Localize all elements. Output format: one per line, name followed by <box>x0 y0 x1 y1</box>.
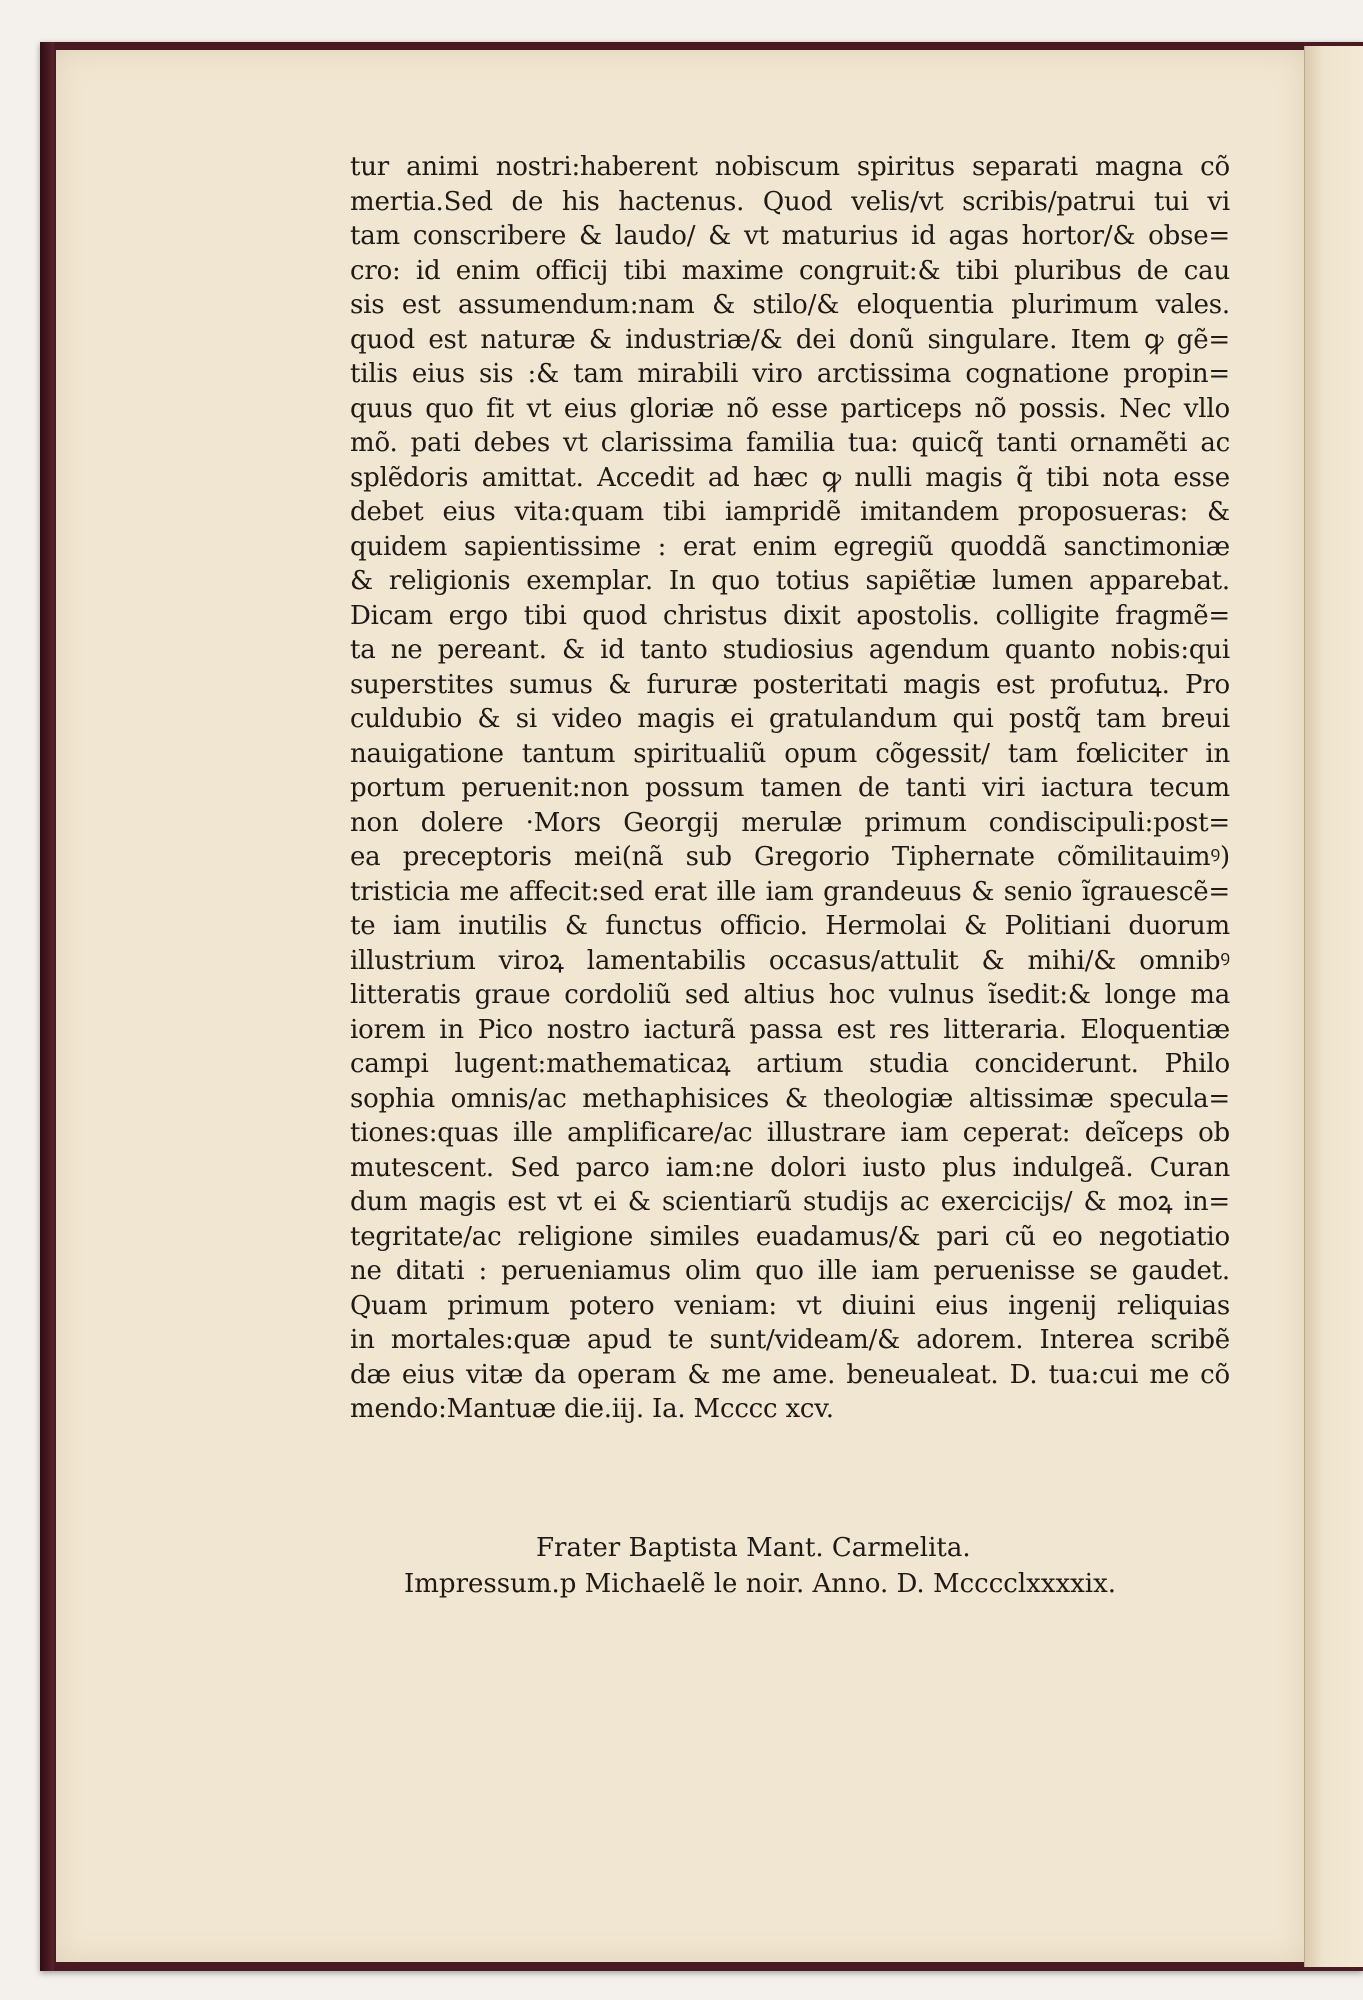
text-line: ta ne pereant. & id tanto studiosius agendum quanto nobis:qui <box>350 635 1230 665</box>
book-board-edge <box>40 42 54 1971</box>
text-line: mutescent. Sed parco iam:ne dolori iusto plus indulgeã. Curan <box>350 1152 1230 1183</box>
text-line: dæ eius vitæ da operam & me ame. beneualeat. D. tua:cui me cõ <box>350 1359 1230 1390</box>
text-line: quidem sapientissime : erat enim egregiũ quoddã sanctimoniæ <box>350 531 1230 562</box>
text-line: tiones:quas ille amplificare/ac illustrare iam ceperat: deĩceps ob <box>350 1118 1230 1148</box>
text-line: portum peruenit:non possum tamen de tanti viri iactura tecum <box>350 773 1230 803</box>
text-line: Dicam ergo tibi quod christus dixit apostolis. colligite fragmẽ= <box>350 600 1230 631</box>
text-line: culdubio & si video magis ei gratulandum qui postq̃ tam breui <box>350 704 1230 734</box>
text-line: mertia.Sed de his hactenus. Quod velis/vt scribis/patrui tui vi <box>350 186 1230 217</box>
text-line: dum magis est vt ei & scientiarũ studijs ac exercicijs/ & moꝝ in= <box>350 1187 1230 1217</box>
text-line: campi lugent:mathematicaꝝ artium studia conciderunt. Philo <box>350 1049 1230 1079</box>
text-line: quus quo fit vt eius gloriæ nõ esse particeps nõ possis. Nec vllo <box>350 393 1230 424</box>
text-line: quod est naturæ & industriæ/& dei donũ singulare. Item ꝙ gẽ= <box>350 324 1230 355</box>
text-line: sophia omnis/ac methaphisices & theologiæ altissimæ specula= <box>350 1083 1230 1114</box>
text-line: non dolere ·Mors Georgij merulæ primum condiscipuli:post= <box>350 807 1230 838</box>
text-line: debet eius vita:quam tibi iampridẽ imitandem proposueras: & <box>350 497 1230 527</box>
text-line: litteratis graue cordoliũ sed altius hoc vulnus ĩsedit:& longe ma <box>350 980 1230 1010</box>
text-line-last: mendo:Mantuæ die.iij. Ia. Mcccc xcv. <box>350 1394 834 1424</box>
text-line: tilis eius sis :& tam mirabili viro arctissima cognatione propin= <box>350 359 1230 389</box>
text-line: ea preceptoris mei(nã sub Gregorio Tiphernate cõmilitauimꝰ) <box>350 842 1230 872</box>
text-line: iorem in Pico nostro iacturã passa est res litteraria. Eloquentiæ <box>350 1014 1230 1045</box>
text-line: sis est assumendum:nam & stilo/& eloquentia plurimum vales. <box>350 290 1230 320</box>
text-line: & religionis exemplar. In quo totius sapiẽtiæ lumen apparebat. <box>350 566 1230 596</box>
signature-line: Frater Baptista Mant. Carmelita. <box>536 1533 971 1563</box>
text-line: illustrium viroꝝ lamentabilis occasus/attulit & mihi/& omnibꝰ <box>350 945 1230 976</box>
facing-page-edge <box>1304 46 1363 1967</box>
text-line: tegritate/ac religione similes euadamus/& pari cũ eo negotiatio <box>350 1221 1230 1252</box>
imprint-line: Impressum.p Michaelẽ le noir. Anno. D. Mcccclxxxxix. <box>404 1569 1117 1599</box>
text-line: in mortales:quæ apud te sunt/videam/& adorem. Interea scribẽ <box>350 1325 1230 1355</box>
text-line: ne ditati : perueniamus olim quo ille iam peruenisse se gaudet. <box>350 1256 1230 1286</box>
text-line: superstites sumus & fururæ posteritati magis est profutuꝝ. Pro <box>350 669 1230 700</box>
text-line: mõ. pati debes vt clarissima familia tua: quicq̃ tanti ornamẽti ac <box>350 428 1230 458</box>
text-line: tur animi nostri:haberent nobiscum spiritus separati magna cõ <box>350 152 1230 182</box>
text-line: cro: id enim officij tibi maxime congruit:& tibi pluribus de cau <box>350 255 1230 286</box>
text-line: splẽdoris amittat. Accedit ad hæc ꝙ nulli magis q̃ tibi nota esse <box>350 462 1230 493</box>
letter-text-block <box>350 150 1230 1427</box>
text-line: Quam primum potero veniam: vt diuini eius ingenij reliquias <box>350 1290 1230 1321</box>
text-line: nauigatione tantum spiritualiũ opum cõgessit/ tam fœliciter in <box>350 738 1230 769</box>
text-line: te iam inutilis & functus officio. Hermolai & Politiani duorum <box>350 911 1230 941</box>
text-line: tam conscribere & laudo/ & vt maturius id agas hortor/& obse= <box>350 221 1230 251</box>
text-line: tristicia me affecit:sed erat ille iam grandeuus & senio ĩgrauescẽ= <box>350 876 1230 907</box>
